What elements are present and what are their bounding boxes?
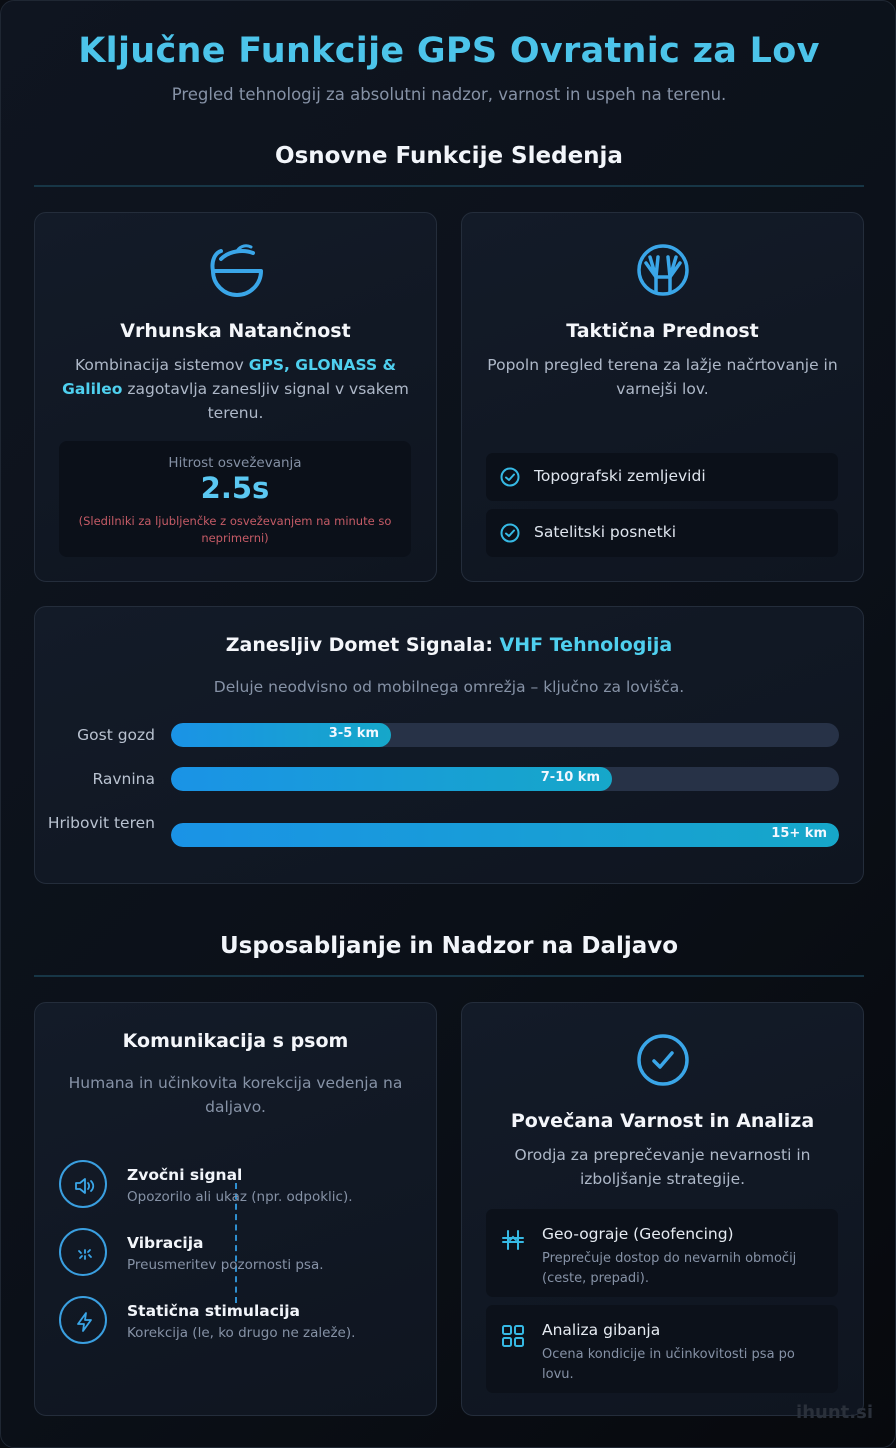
- antlers-icon: [636, 243, 690, 297]
- list-item: [486, 453, 838, 501]
- check-circle-icon: [500, 467, 520, 487]
- watermark: ihunt.si: [796, 1402, 873, 1423]
- comm-item-title: Vibracija: [127, 1234, 204, 1252]
- vibration-icon: [73, 1242, 97, 1266]
- range-bar-track: [171, 823, 839, 847]
- safety-text: Orodja za preprečevanje nevarnosti in izboljšanje strategije.: [514, 1146, 811, 1188]
- page-title: Ključne Funkcije GPS Ovratnic za Lov: [78, 31, 820, 71]
- check-circle-icon: [500, 523, 520, 543]
- comm-item-title: Statična stimulacija: [127, 1302, 301, 1320]
- feature-desc: Preprečuje dostop do nevarnih območij (ceste, prepadi).: [542, 1251, 797, 1286]
- range-bar-value: 7-10 km: [540, 770, 600, 785]
- communication-card: [34, 1002, 437, 1416]
- fence-icon: [500, 1227, 526, 1253]
- range-label: Hribovit teren: [47, 814, 155, 832]
- feature-item: [486, 1209, 838, 1297]
- range-bar-value: 3-5 km: [328, 726, 379, 741]
- page-subtitle: Pregled tehnologij za absolutni nadzor, varnost in uspeh na terenu.: [171, 85, 727, 104]
- range-label: Gost gozd: [77, 726, 155, 744]
- section-title-tracking: Osnovne Funkcije Sledenja: [275, 143, 623, 169]
- feature-title: Analiza gibanja: [542, 1321, 661, 1339]
- list-item: [486, 509, 838, 557]
- precision-text: Kombinacija sistemov GPS, GLONASS & Galileo zagotavlja zanesljiv signal v vsakem terenu.: [62, 356, 409, 422]
- precision-card: [34, 212, 437, 582]
- check-circle-icon: [636, 1033, 690, 1087]
- grid-icon: [500, 1323, 526, 1349]
- speaker-icon: [73, 1174, 97, 1198]
- refresh-rate-label: Hitrost osveževanja: [168, 455, 302, 471]
- comm-item-title: Zvočni signal: [127, 1166, 243, 1184]
- range-bar-track: [171, 767, 839, 791]
- range-label: Ravnina: [92, 770, 155, 788]
- feature-title: Geo-ograje (Geofencing): [542, 1225, 734, 1243]
- bolt-icon: [73, 1310, 97, 1334]
- range-title: Zanesljiv Domet Signala: VHF Tehnologija: [225, 634, 673, 656]
- range-bar-track: [171, 723, 839, 747]
- tactical-text: Popoln pregled terena za lažje načrtovanje in varnejši lov.: [487, 356, 838, 398]
- precision-title: Vrhunska Natančnost: [120, 320, 351, 342]
- section-title-training: Usposabljanje in Nadzor na Daljavo: [219, 933, 679, 959]
- comm-item-desc: Preusmeritev pozornosti psa.: [127, 1257, 324, 1273]
- range-bar-fill: [171, 767, 612, 791]
- list-item-label: Satelitski posnetki: [534, 523, 677, 541]
- refresh-rate-note: (Sledilniki za ljubljenčke z osveževanjem na minute so neprimerni): [78, 514, 392, 545]
- safety-title: Povečana Varnost in Analiza: [510, 1110, 815, 1132]
- range-text: Deluje neodvisno od mobilnega omrežja – ključno za lovišča.: [213, 678, 685, 696]
- comm-item-desc: Opozorilo ali ukaz (npr. odpoklic).: [127, 1189, 353, 1205]
- list-item-label: Topografski zemljevidi: [534, 467, 706, 485]
- range-bar-fill: [171, 823, 839, 847]
- communication-title: Komunikacija s psom: [122, 1030, 349, 1052]
- bolt-circle: [59, 1296, 107, 1344]
- feature-item: [486, 1305, 838, 1393]
- section-divider: [34, 185, 864, 187]
- safety-card: [461, 1002, 864, 1416]
- speaker-circle: [59, 1160, 107, 1208]
- range-bar-fill: [171, 723, 391, 747]
- communication-text: Humana in učinkovita korekcija vedenja na daljavo.: [68, 1074, 403, 1116]
- refresh-rate-box: [59, 441, 411, 557]
- comm-item-desc: Korekcija (le, ko drugo ne zaleže).: [127, 1325, 356, 1341]
- refresh-rate-value: 2.5s: [200, 471, 270, 505]
- tactical-title: Taktična Prednost: [566, 320, 759, 342]
- range-bar-value: 15+ km: [771, 826, 827, 841]
- range-card: [34, 606, 864, 884]
- feature-desc: Ocena kondicije in učinkovitosti psa po lovu.: [542, 1347, 795, 1382]
- tactical-card: [461, 212, 864, 582]
- bowl-icon: [207, 241, 267, 301]
- section-divider: [34, 975, 864, 977]
- vibration-circle: [59, 1228, 107, 1276]
